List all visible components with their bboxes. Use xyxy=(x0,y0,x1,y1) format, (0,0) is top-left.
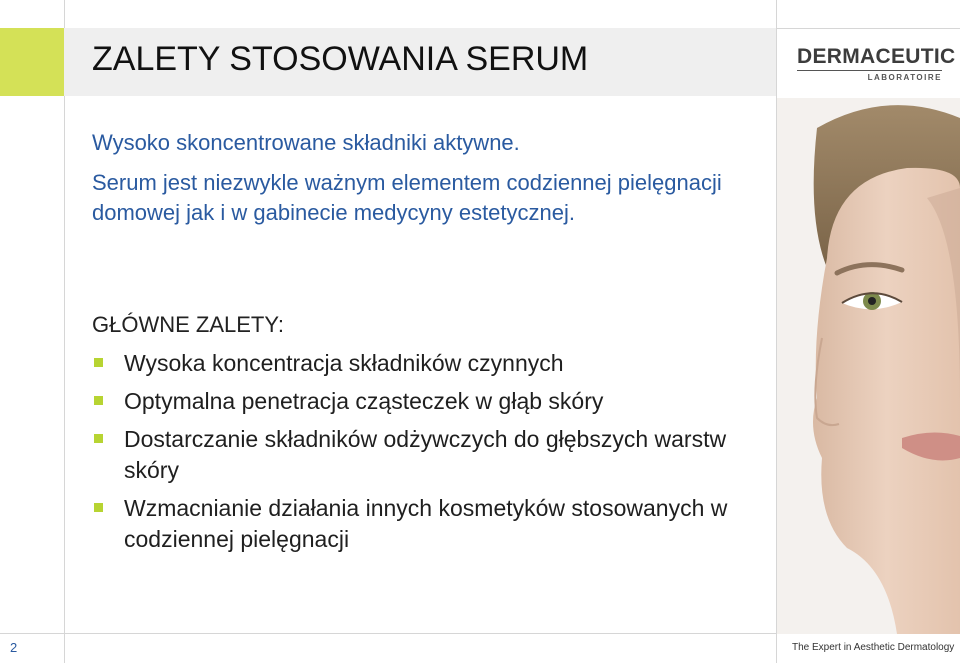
list-item-text: Wysoka koncentracja składników czynnych xyxy=(124,350,564,376)
list-item-text: Wzmacnianie działania innych kosmetyków stosowanych w codziennej pielęgnacji xyxy=(124,495,728,552)
list-item xyxy=(92,348,752,379)
intro-line-1: Wysoko skoncentrowane składniki aktywne. xyxy=(92,130,520,155)
intro-line-2: Serum jest niezwykle ważnym elementem codziennej pielęgnacji domowej jak i w gabinecie medycyny estetycznej. xyxy=(92,170,722,225)
face-illustration xyxy=(777,98,960,634)
slide-title: ZALETY STOSOWANIA SERUM xyxy=(92,40,589,78)
list-item xyxy=(92,424,752,486)
brand-logo xyxy=(797,45,956,82)
left-frame-line xyxy=(64,0,65,663)
page-number: 2 xyxy=(10,640,18,655)
benefits-list xyxy=(92,348,752,562)
square-bullet-icon xyxy=(94,434,103,443)
square-bullet-icon xyxy=(94,358,103,367)
benefits-heading: GŁÓWNE ZALETY: xyxy=(92,312,284,337)
square-bullet-icon xyxy=(94,503,103,512)
list-item xyxy=(92,386,752,417)
footer-tagline: The Expert in Aesthetic Dermatology xyxy=(792,642,955,653)
square-bullet-icon xyxy=(94,396,103,405)
intro-text xyxy=(92,128,752,228)
face-photo xyxy=(777,98,960,634)
logo-main-text: DERMACEUTIC xyxy=(797,45,956,68)
list-item xyxy=(92,493,752,555)
logo-sub-text: LABORATOIRE xyxy=(797,70,942,82)
list-item-text: Dostarczanie składników odżywczych do głębszych warstw skóry xyxy=(124,426,727,483)
list-item-text: Optymalna penetracja cząsteczek w głąb skóry xyxy=(124,388,604,414)
title-accent-block xyxy=(0,28,64,96)
